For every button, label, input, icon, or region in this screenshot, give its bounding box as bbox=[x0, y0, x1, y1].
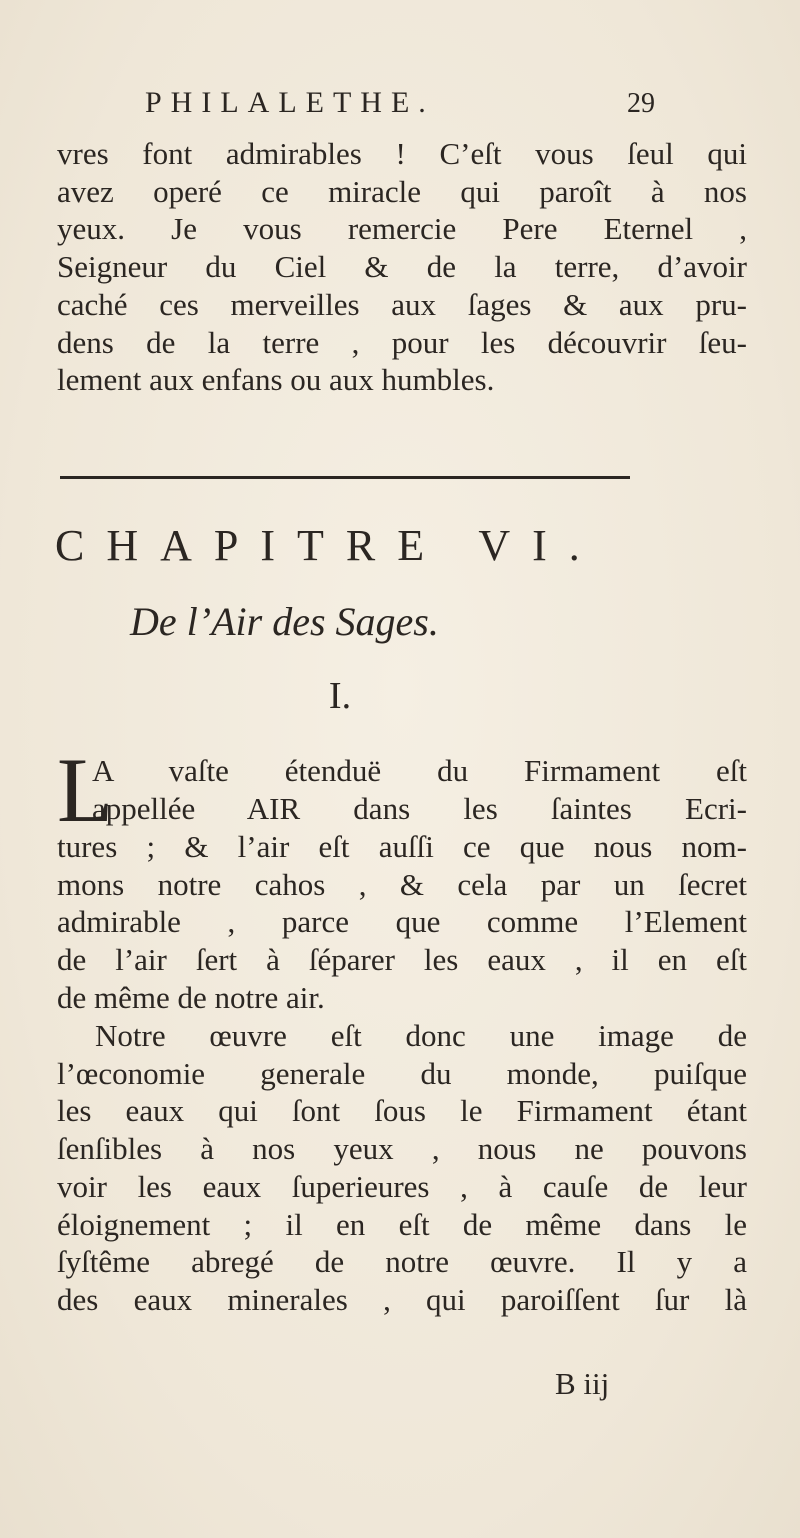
top-paragraph bbox=[57, 135, 747, 399]
text-line: voir les eaux ſuperieures , à cauſe de leur bbox=[57, 1168, 747, 1204]
text-line: tures ; & l’air eſt auſſi ce que nous nom- bbox=[57, 829, 747, 864]
text-line: avez operé ce miracle qui paroît à nos bbox=[57, 173, 747, 209]
catchword: B iij bbox=[555, 1366, 610, 1401]
text-line: éloignement ; il en eſt de même dans le bbox=[57, 1206, 747, 1242]
text-line: dens de la terre , pour les découvrir ſeu- bbox=[57, 324, 747, 360]
text-line: de l’air ſert à ſéparer les eaux , il en eſt bbox=[57, 942, 747, 978]
text-line: des eaux minerales , qui paroiſſent ſur là bbox=[57, 1281, 747, 1317]
text-line: vres font admirables ! C’eſt vous ſeul qui bbox=[57, 136, 747, 171]
text-line: les eaux qui ſont ſous le Firmament étant bbox=[57, 1093, 747, 1129]
text-line: ſyſtême abregé de notre œuvre. Il y a bbox=[57, 1244, 747, 1280]
running-head bbox=[145, 86, 655, 130]
drop-cap: L bbox=[57, 739, 114, 841]
chapter-heading: CHAPITRE VI. bbox=[55, 521, 602, 570]
text-line: de même de notre air. bbox=[57, 979, 325, 1015]
running-head-title: PHILALETHE. bbox=[145, 86, 435, 119]
section-number: I. bbox=[328, 675, 352, 717]
paragraph-first-lines bbox=[92, 752, 747, 827]
paragraph-1 bbox=[57, 828, 747, 1017]
text-line: admirable , parce que comme l’Element bbox=[57, 904, 747, 940]
text-line: caché ces merveilles aux ſages & aux pru- bbox=[57, 286, 747, 322]
paragraph-2 bbox=[57, 1017, 747, 1319]
text-line: A vaſte étenduë du Firmament eſt bbox=[92, 753, 747, 788]
text-line: appellée AIR dans les ſaintes Ecri- bbox=[92, 790, 747, 826]
text-line: Seigneur du Ciel & de la terre, d’avoir bbox=[57, 249, 747, 285]
section-divider-rule bbox=[60, 476, 630, 479]
text-line: l’œconomie generale du monde, puiſque bbox=[57, 1055, 747, 1091]
text-line: yeux. Je vous remercie Pere Eternel , bbox=[57, 211, 747, 247]
page-number: 29 bbox=[627, 88, 655, 119]
text-line: Notre œuvre eſt donc une image de bbox=[95, 1018, 747, 1053]
text-line: mons notre cahos , & cela par un ſecret bbox=[57, 866, 747, 902]
chapter-subtitle: De l’Air des Sages. bbox=[130, 599, 439, 644]
text-line: ſenſibles à nos yeux , nous ne pouvons bbox=[57, 1131, 747, 1167]
text-line: lement aux enfans ou aux humbles. bbox=[57, 362, 495, 398]
